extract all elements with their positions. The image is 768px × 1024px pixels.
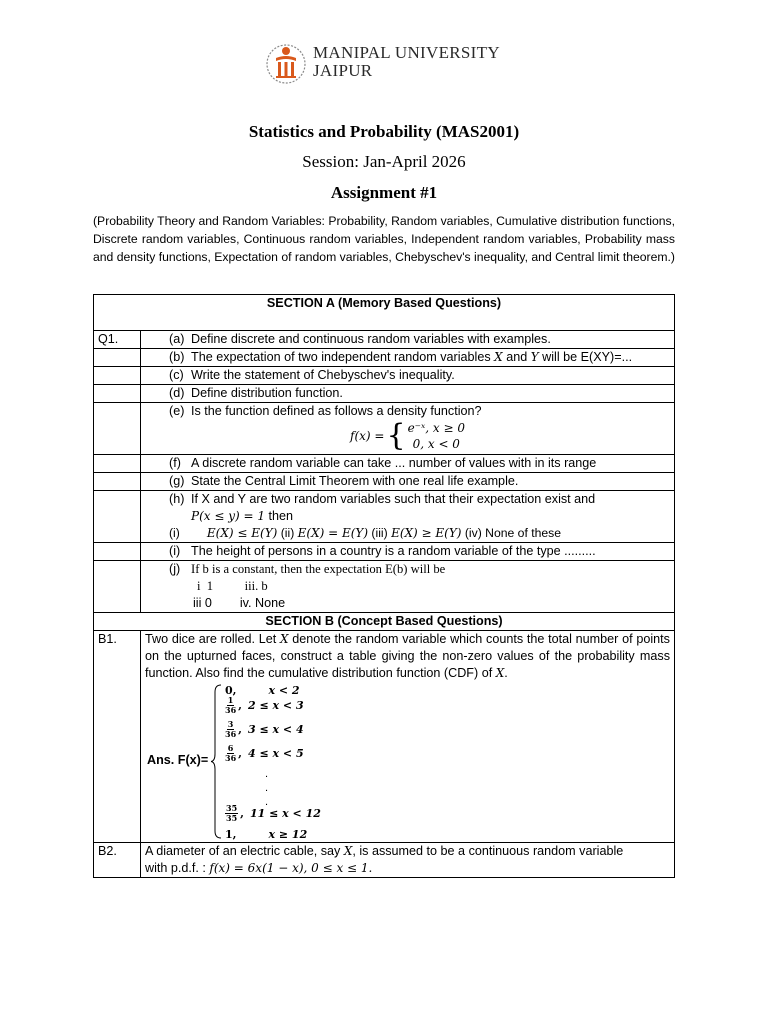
session-line: Session: Jan-April 2026 (302, 152, 466, 171)
logo-university-name: MANIPAL UNIVERSITY (313, 43, 500, 62)
question-part-g: (g) State the Central Limit Theorem with one real life example. (141, 473, 675, 491)
cdf-row: $\frac{6}{36}$ , 4 ≤ x < 5 (225, 743, 304, 763)
questions-table (93, 294, 675, 878)
question-part-h: (h) If X and Y are two random variables such that their expectation exist and P(x ≤ y) = 1 then (i) E(X) ≤ E(Y) (ii) E(X) = E(Y) (iii) E(X) ≥ E(Y) (iv) None of these (141, 491, 675, 543)
question-part-i: (i) The height of persons in a country is a random variable of the type ......... (141, 543, 675, 561)
brace-icon (211, 684, 223, 839)
question-number: Q1. (94, 331, 141, 349)
cdf-row: $\frac{1}{36}$ , 2 ≤ x < 3 (225, 695, 304, 715)
cdf-answer (145, 682, 670, 842)
cdf-row: $\frac{3}{36}$ , 3 ≤ x < 4 (225, 719, 304, 739)
question-part-a: (a) Define discrete and continuous random variables with examples. (141, 331, 675, 349)
question-b1: Two dice are rolled. Let X denote the random variable which counts the total number of points on the upturned faces, construct a table giving the non-zero values of the probability mass function. Also find the cumulative distribution function (CDF) of X. Ans. F(x)= 0, x < 2 $\frac{1}{36}$ , 2 ≤ x < 3 $\frac{3}{36}$ , 3 ≤ x < 4 $\frac{6}{36}$ , 4 ≤ x < 5 . . . $\frac{35}{35}$ , 11 ≤ x < 12 1, x ≥ 12 (141, 631, 675, 843)
density-function-formula: f(x) = { e⁻ˣ, x ≥ 0 0, x < 0 (350, 418, 465, 453)
answer-label: Ans. F(x)= (147, 753, 209, 767)
university-emblem-icon (265, 42, 307, 90)
cdf-row: 0, x < 2 (225, 684, 300, 697)
section-b-heading: SECTION B (Concept Based Questions) (94, 613, 675, 631)
topics-paragraph: (Probability Theory and Random Variables: Probability, Random variables, Cumulative distribution functions, Discrete random variables, Continuous random variables, Independent random variables, Probability mass and density functions, Expectation of random variables, Chebyschev's inequality, and Central limit theorem.) (93, 214, 675, 264)
ellipsis-dot: . (265, 796, 269, 808)
cdf-row: $\frac{35}{35}$ , 11 ≤ x < 12 (226, 803, 321, 823)
question-number-b2: B2. (94, 843, 141, 878)
ellipsis-dot: . (265, 768, 269, 780)
question-part-c: (c) Write the statement of Chebyschev's inequality. (141, 367, 675, 385)
question-part-e: (e) Is the function defined as follows a density function? f(x) = { e⁻ˣ, x ≥ 0 0, x < 0 (141, 403, 675, 455)
section-a-heading: SECTION A (Memory Based Questions) (94, 295, 675, 331)
course-title: Statistics and Probability (MAS2001) (248, 122, 520, 141)
question-part-d: (d) Define distribution function. (141, 385, 675, 403)
cdf-row: 1, x ≥ 12 (225, 828, 308, 841)
question-part-j: (j) If b is a constant, then the expectation E(b) will be i 1 iii. b iii 0 iv. None (141, 561, 675, 613)
logo-university-city: JAIPUR (313, 61, 373, 80)
university-logo (265, 42, 515, 92)
assignment-title: Assignment #1 (330, 183, 438, 202)
question-part-b: (b) The expectation of two independent random variables X and Y will be E(XY)=... (141, 349, 675, 367)
ellipsis-dot: . (265, 782, 269, 794)
question-number-b1: B1. (94, 631, 141, 843)
question-part-f: (f) A discrete random variable can take ... number of values with in its range (141, 455, 675, 473)
question-b2: A diameter of an electric cable, say X, is assumed to be a continuous random variable with p.d.f. : f(x) = 6x(1 − x), 0 ≤ x ≤ 1. (141, 843, 675, 878)
